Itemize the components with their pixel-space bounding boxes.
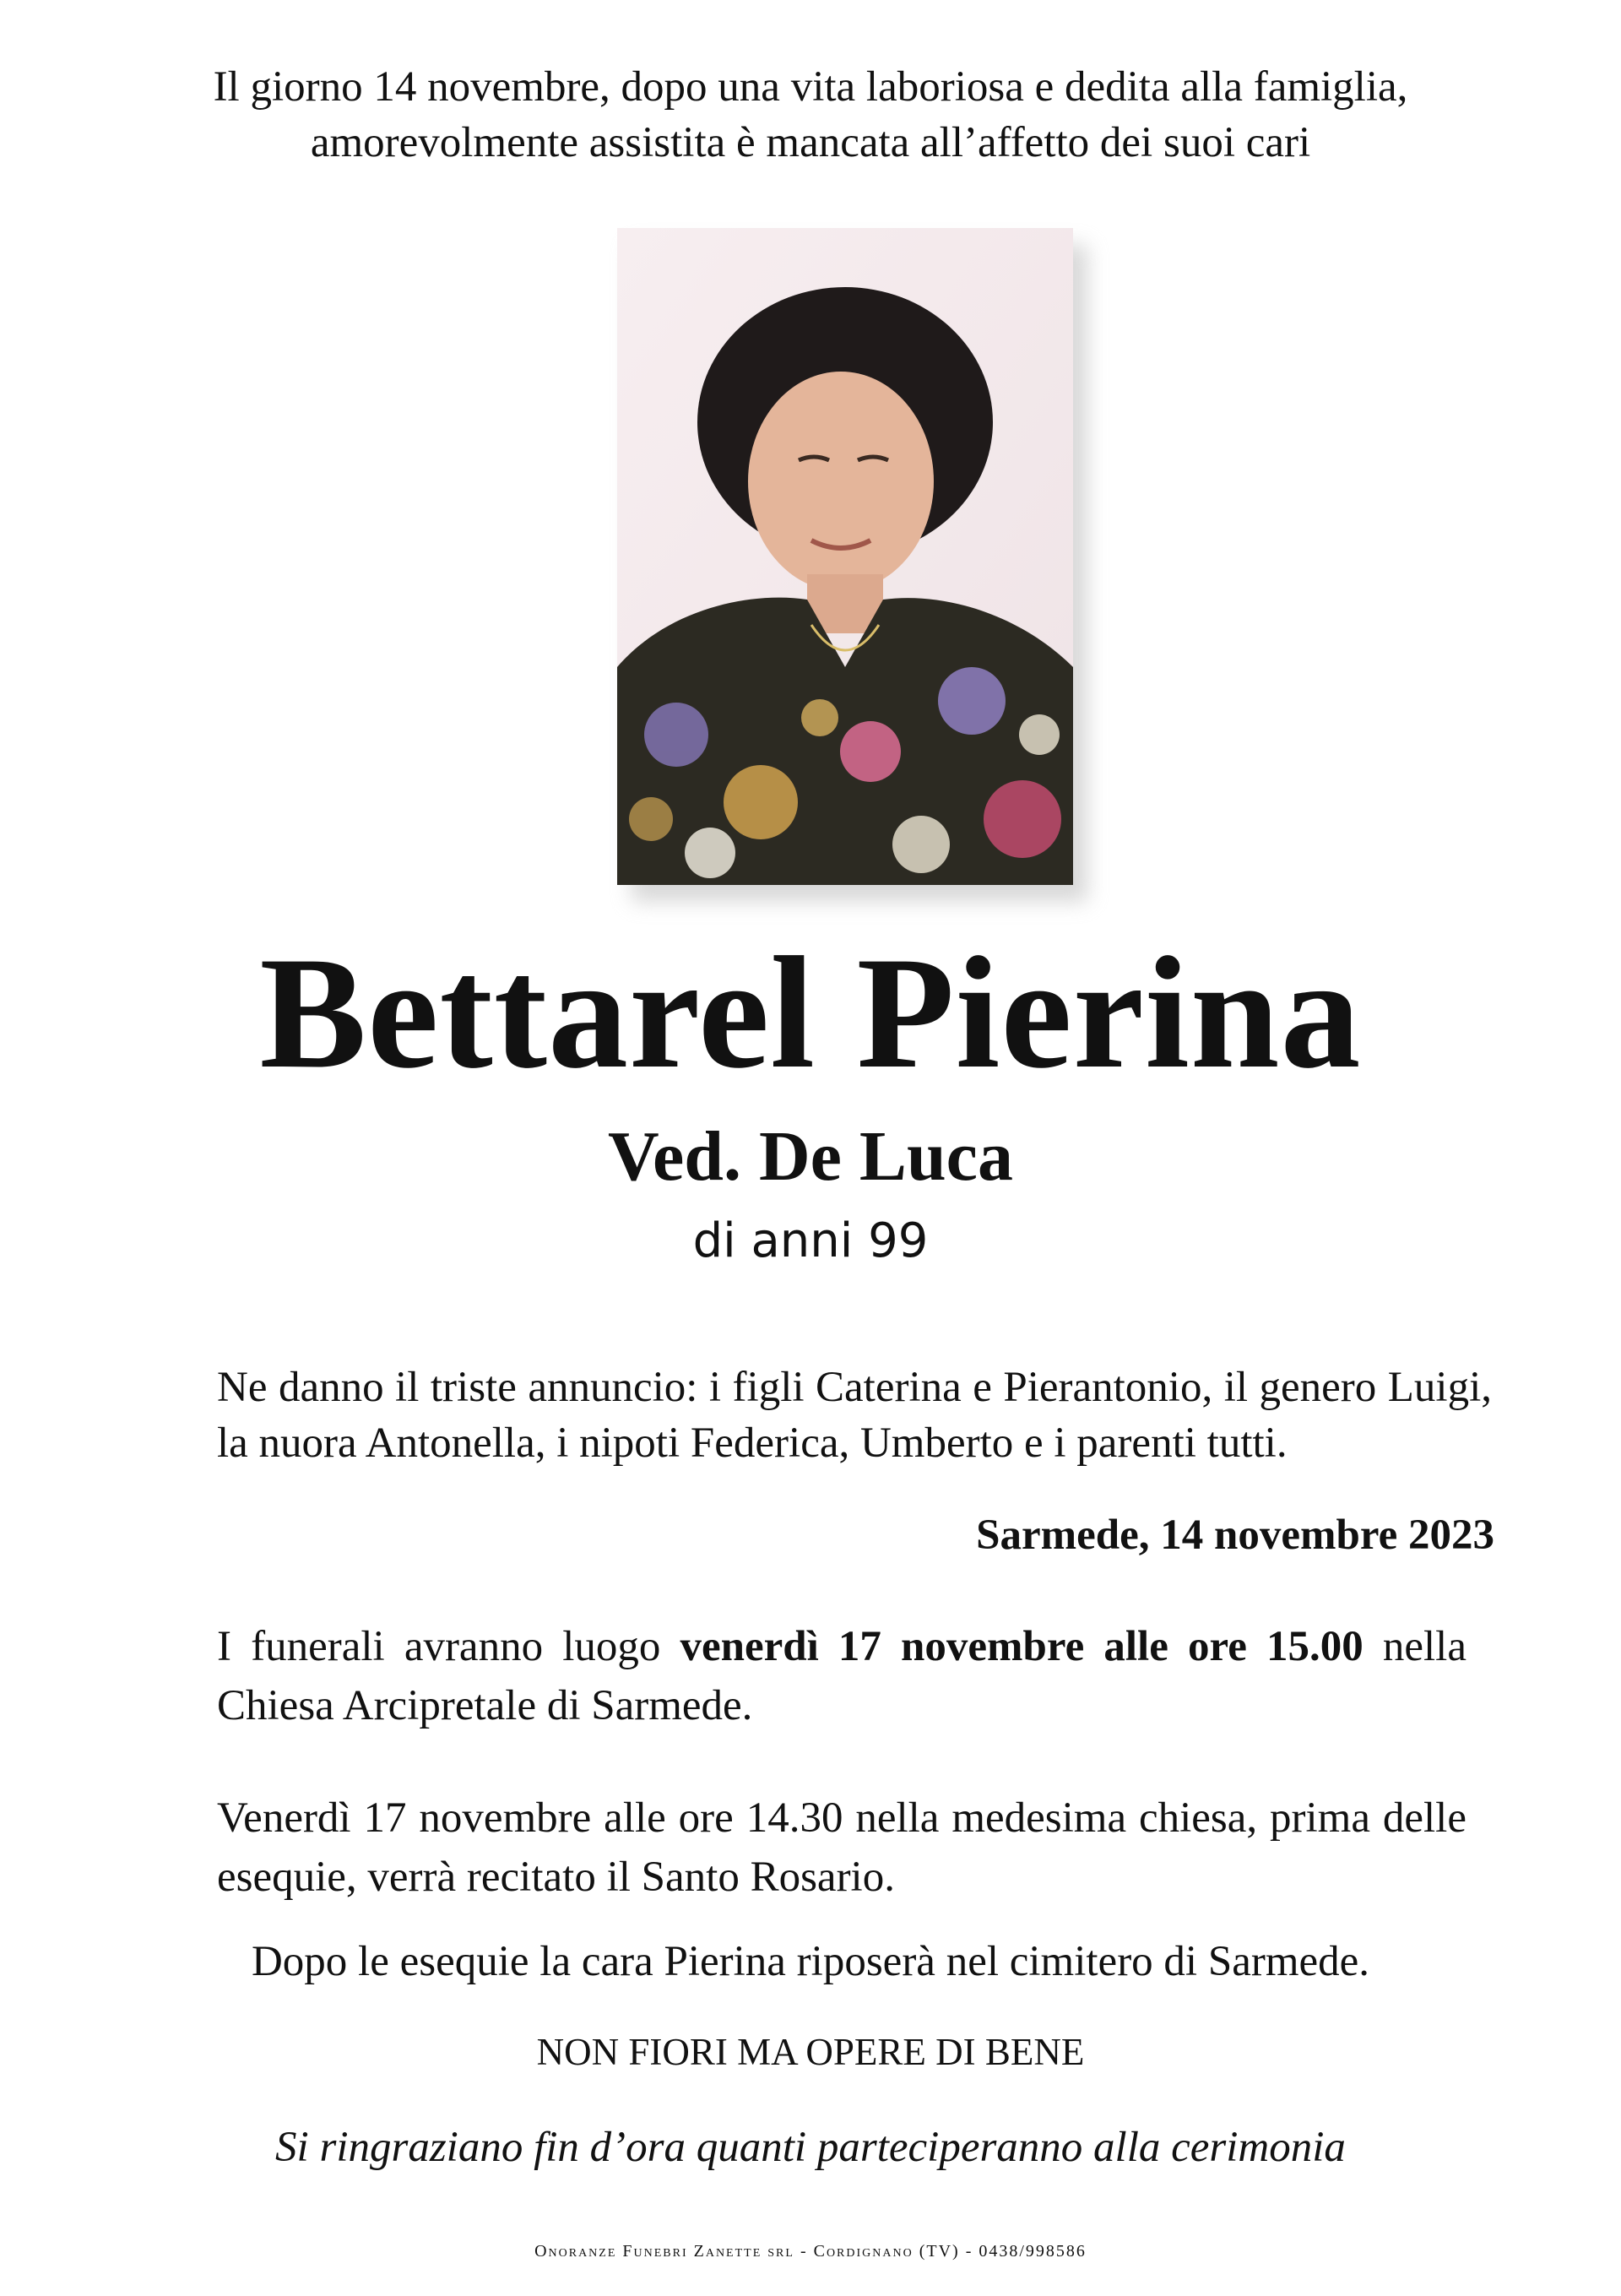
funeral-suffix: nella Chiesa Arcipretale di Sarmede. bbox=[217, 1623, 1466, 1729]
funeral-info bbox=[217, 1617, 1466, 1735]
place-date: Sarmede, 14 novembre 2023 bbox=[976, 1512, 1494, 1559]
intro-text bbox=[0, 59, 1621, 171]
funeral-datetime: venerdì 17 novembre alle ore 15.00 bbox=[680, 1623, 1363, 1670]
burial-info: Dopo le esequie la cara Pierina riposerà nel cimitero di Sarmede. bbox=[251, 1938, 1370, 1985]
intro-line-1: Il giorno 14 novembre, dopo una vita laboriosa e dedita alla famiglia, bbox=[213, 63, 1408, 111]
widow-of: Ved. De Luca bbox=[608, 1117, 1013, 1196]
intro-line-2: amorevolmente assistita è mancata all’affetto dei suoi cari bbox=[310, 119, 1311, 166]
thanks-note: Si ringraziano fin d’ora quanti parteciperanno alla cerimonia bbox=[275, 2124, 1346, 2171]
funeral-home-footer: Onoranze Funebri Zanette srl - Cordignano (TV) - 0438/998586 bbox=[534, 2242, 1087, 2261]
portrait-photo bbox=[617, 228, 1073, 885]
deceased-name: Bettarel Pierina bbox=[259, 925, 1362, 1102]
age: di anni 99 bbox=[692, 1213, 929, 1268]
rosary-info: Venerdì 17 novembre alle ore 14.30 nella medesima chiesa, prima delle esequie, verrà recitato il Santo Rosario. bbox=[217, 1794, 1466, 1901]
no-flowers-note: NON FIORI MA OPERE DI BENE bbox=[536, 2031, 1085, 2073]
announcement-text: Ne danno il triste annuncio: i figli Caterina e Pierantonio, il genero Luigi, la nuora Antonella, i nipoti Federica, Umberto e i parenti tutti. bbox=[217, 1364, 1492, 1467]
madonna-image bbox=[19, 221, 382, 812]
funeral-prefix: I funerali avranno luogo bbox=[217, 1623, 680, 1670]
